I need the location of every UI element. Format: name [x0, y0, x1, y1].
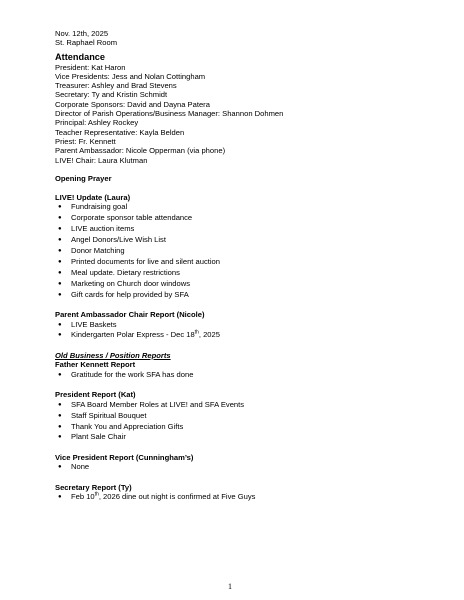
bullet-icon: ●	[58, 423, 62, 430]
bullet-icon: ●	[58, 258, 62, 265]
list-item: ● Marketing on Church door windows	[58, 278, 191, 288]
attendance-line: Priest: Fr. Kennett	[55, 136, 116, 146]
bullet-icon: ●	[58, 321, 62, 328]
bullet-icon: ●	[58, 332, 62, 339]
list-item: ● Corporate sponsor table attendance	[58, 213, 193, 223]
attendance-line: Vice Presidents: Jess and Nolan Cottingham	[55, 71, 206, 81]
bullet-icon: ●	[58, 247, 62, 254]
parent-ambassador-list	[55, 320, 415, 342]
attendance-line: Corporate Sponsors: David and Dayna Patera	[55, 99, 210, 109]
live-update-list	[55, 202, 415, 300]
list-item: ● Gratitude for the work SFA has done	[58, 369, 194, 379]
old-business-heading: Old Business / Position Reports	[55, 350, 171, 360]
list-item: ● Plant Sale Chair	[58, 432, 126, 442]
bullet-icon: ●	[58, 226, 62, 233]
attendance-line: Teacher Representative: Kayla Belden	[55, 127, 185, 137]
list-item: ● None	[58, 462, 90, 472]
list-item: ● Meal update. Dietary restrictions	[58, 267, 180, 277]
list-item: ● SFA Board Member Roles at LIVE! and SFA Events	[58, 399, 245, 409]
live-update-heading: LIVE! Update (Laura)	[55, 192, 131, 202]
parent-ambassador-heading: Parent Ambassador Chair Report (Nicole)	[55, 310, 205, 320]
list-item: ● LIVE Baskets	[58, 319, 117, 329]
list-item: ● Kindergarten Polar Express - Dec 18th, 2025	[58, 329, 220, 340]
bullet-icon: ●	[58, 412, 62, 419]
bullet-icon: ●	[58, 291, 62, 298]
opening-prayer-heading: Opening Prayer	[55, 173, 112, 183]
bullet-icon: ●	[58, 280, 62, 287]
vice-president-heading: Vice President Report (Cunningham’s)	[55, 452, 194, 462]
list-item: ● Printed documents for live and silent auction	[58, 256, 221, 266]
meeting-date: Nov. 12th, 2025	[55, 29, 109, 38]
secretary-report-heading: Secretary Report (Ty)	[55, 482, 132, 492]
attendance-line: Secretary: Ty and Kristin Schmidt	[55, 90, 168, 100]
attendance-heading: Attendance	[55, 51, 106, 62]
bullet-icon: ●	[58, 434, 62, 441]
document-page	[55, 29, 415, 503]
attendance-line: Treasurer: Ashley and Brad Stevens	[55, 81, 177, 91]
bullet-icon: ●	[58, 494, 62, 501]
bullet-icon: ●	[58, 371, 62, 378]
bullet-icon: ●	[58, 464, 62, 471]
attendance-line: LIVE! Chair: Laura Klutman	[55, 155, 148, 165]
bullet-icon: ●	[58, 237, 62, 244]
list-item: ● Thank You and Appreciation Gifts	[58, 421, 184, 431]
list-item: ● Feb 10th, 2026 dine out night is confirmed at Five Guys	[58, 491, 256, 502]
vice-president-list	[55, 462, 415, 473]
father-kennett-list	[55, 370, 415, 381]
bullet-icon: ●	[58, 269, 62, 276]
bullet-icon: ●	[58, 204, 62, 211]
bullet-icon: ●	[58, 401, 62, 408]
page-number: 1	[228, 582, 232, 591]
father-kennett-heading: Father Kennett Report	[55, 360, 136, 370]
meeting-room: St. Raphael Room	[55, 38, 118, 48]
list-item: ● Donor Matching	[58, 245, 125, 255]
list-item: ● Staff Spiritual Bouquet	[58, 410, 147, 420]
attendance-list	[55, 63, 415, 165]
list-item: ● LIVE auction items	[58, 224, 135, 234]
president-report-heading: President Report (Kat)	[55, 390, 136, 400]
attendance-line: Director of Parish Operations/Business Manager: Shannon Dohmen	[55, 109, 284, 119]
list-item: ● Angel Donors/Live Wish List	[58, 235, 166, 245]
attendance-line: Parent Ambassador: Nicole Opperman (via phone)	[55, 146, 226, 156]
secretary-report-list	[55, 492, 415, 503]
attendance-line: Principal: Ashley Rockey	[55, 118, 139, 128]
list-item: ● Gift cards for help provided by SFA	[58, 289, 189, 299]
bullet-icon: ●	[58, 215, 62, 222]
president-report-list	[55, 400, 415, 444]
list-item: ● Fundraising goal	[58, 202, 128, 212]
attendance-line: President: Kat Haron	[55, 62, 126, 72]
